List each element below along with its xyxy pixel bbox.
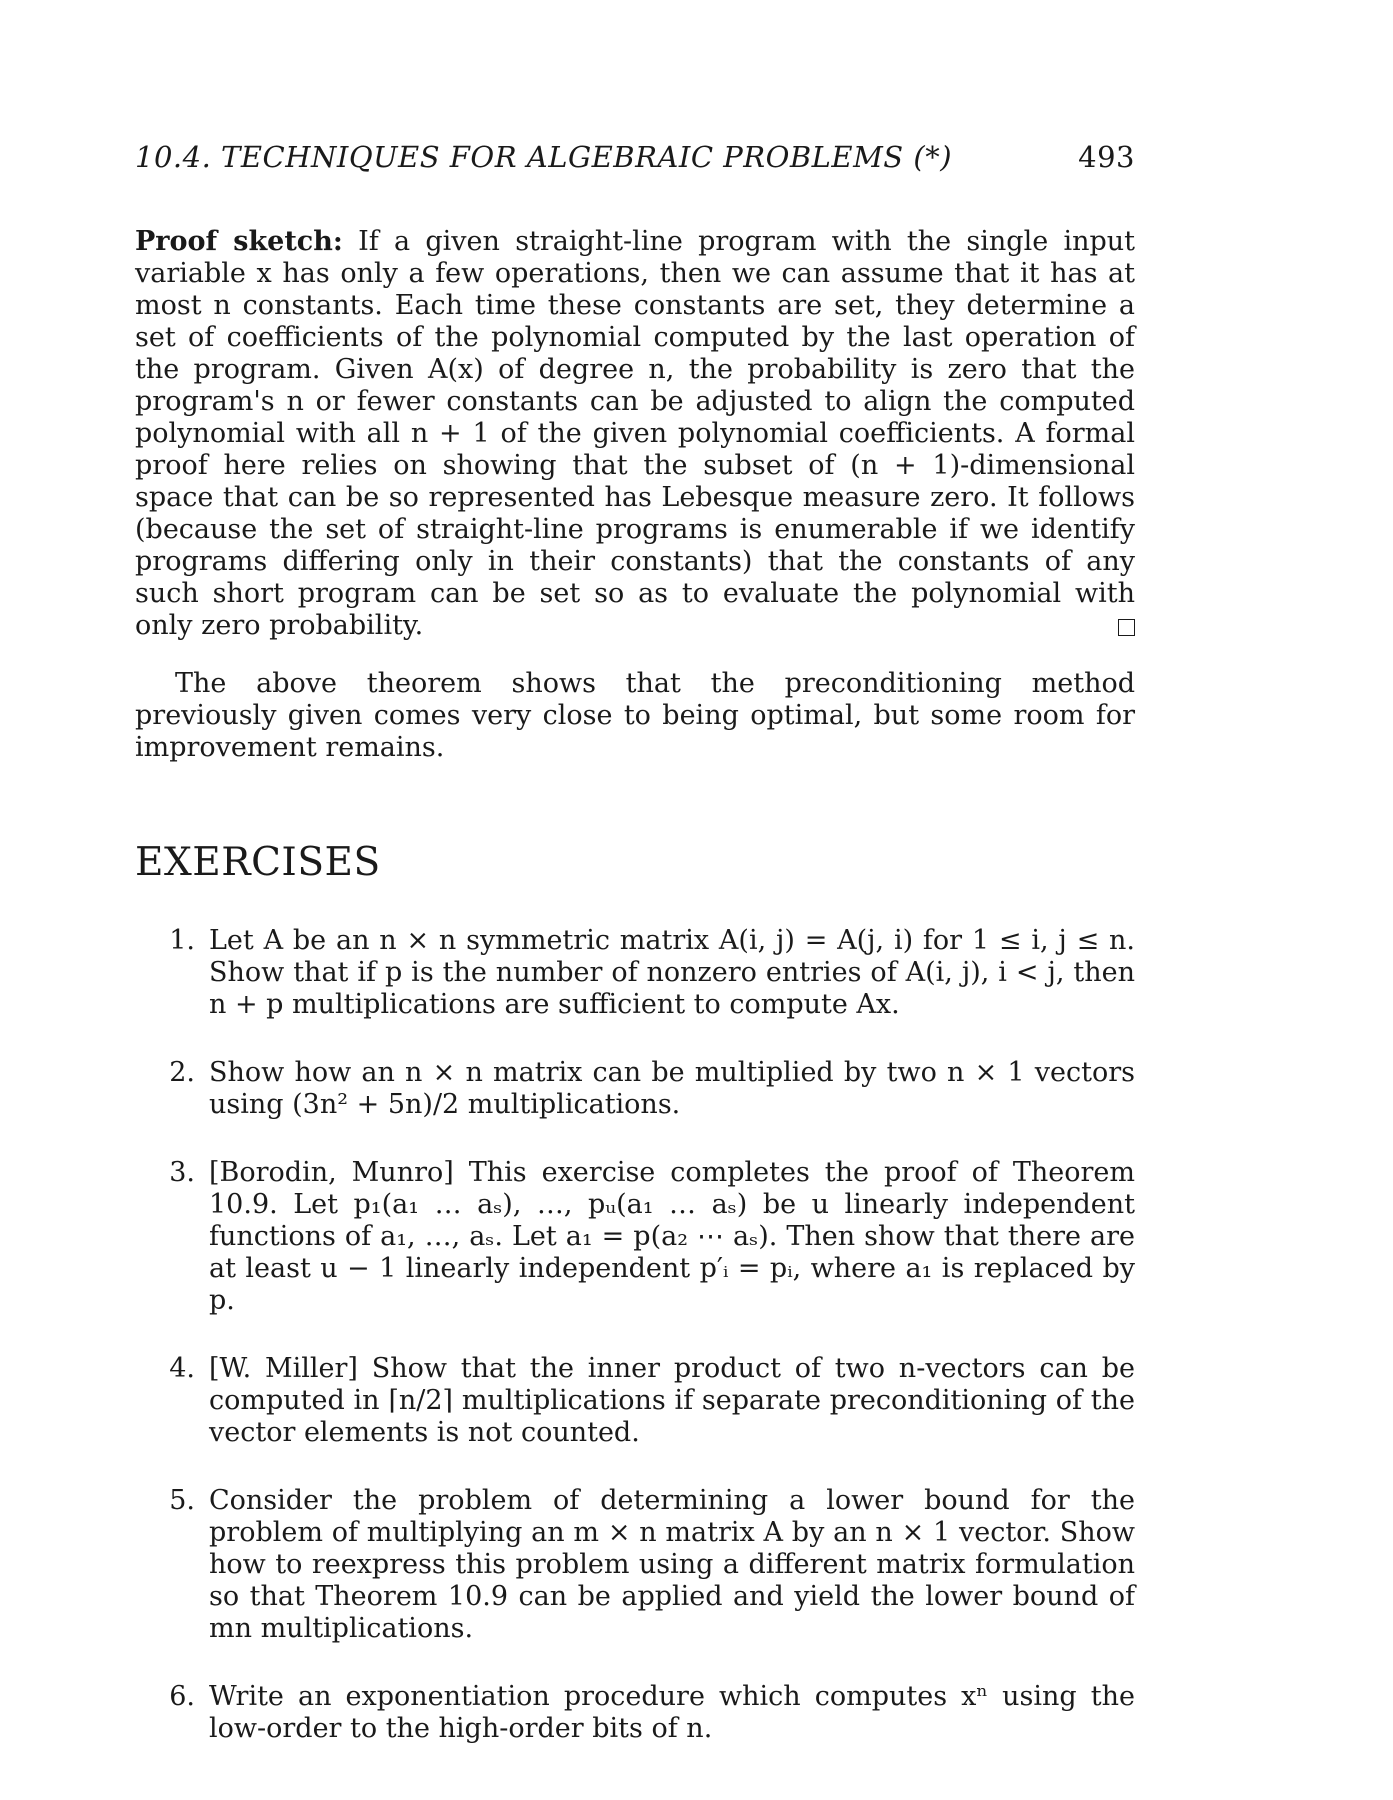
- proof-label: Proof sketch:: [135, 226, 343, 257]
- exercise-item: [135, 1353, 1135, 1449]
- exercise-text: Let A be an n × n symmetric matrix A(i, j) = A(j, i) for 1 ≤ i, j ≤ n. Show that if p is the number of nonzero entries of A(i, j), i < j, then n + p multiplications are sufficient to compute Ax.: [209, 925, 1135, 1020]
- proof-text: If a given straight-line program with the single input variable x has only a few operations, then we can assume that it has at most n constants. Each time these constants are set, they determine a set of coefficients of the polynomial computed by the last operation of the program. Given A(x) of degree n, the probability is zero that the program's n or fewer constants can be adjusted to align the computed polynomial with all n + 1 of the given polynomial coefficients. A formal proof here relies on showing that the subset of (n + 1)-dimensional space that can be so represented has Lebesque measure zero. It follows (because the set of straight-line programs is enumerable if we identify programs differing only in their constants) that the constants of any such short program can be set so as to evaluate the polynomial with only zero probability.: [135, 226, 1135, 641]
- running-head: [135, 140, 1135, 174]
- exercise-item: [135, 1681, 1135, 1745]
- exercise-text: [Borodin, Munro] This exercise completes the proof of Theorem 10.9. Let p₁(a₁ … aₛ), …, pᵤ(a₁ … aₛ) be u linearly independent functions of a₁, …, aₛ. Let a₁ = p(a₂ ⋯ aₛ). Then show that there are at least u − 1 linearly independent p′ᵢ = pᵢ, where a₁ is replaced by p.: [209, 1157, 1135, 1316]
- exercises-heading: EXERCISES: [135, 840, 381, 885]
- exercise-item: [135, 1057, 1135, 1121]
- book-page: [135, 140, 1135, 1781]
- exercise-text: Consider the problem of determining a lower bound for the problem of multiplying an m × n matrix A by an n × 1 vector. Show how to reexpress this problem using a different matrix formulation so that Theorem 10.9 can be applied and yield the lower bound of mn multiplications.: [209, 1485, 1135, 1644]
- exercise-number: 2.: [169, 1057, 195, 1088]
- exercise-text: Show how an n × n matrix can be multiplied by two n × 1 vectors using (3n² + 5n)/2 multiplications.: [209, 1057, 1135, 1120]
- exercise-list: [135, 925, 1135, 1745]
- exercise-number: 4.: [169, 1353, 195, 1384]
- exercise-number: 3.: [169, 1157, 195, 1188]
- page-number: 493: [1078, 140, 1135, 174]
- exercise-number: 1.: [169, 925, 195, 956]
- exercise-number: 6.: [169, 1681, 195, 1712]
- section-title: 10.4. TECHNIQUES FOR ALGEBRAIC PROBLEMS (*): [135, 140, 953, 174]
- exercise-text: [W. Miller] Show that the inner product of two n-vectors can be computed in ⌈n/2⌉ multiplications if separate preconditioning of the vector elements is not counted.: [209, 1353, 1135, 1448]
- exercise-item: [135, 925, 1135, 1021]
- exercise-item: [135, 1157, 1135, 1317]
- exercise-text: Write an exponentiation procedure which computes xⁿ using the low-order to the high-order bits of n.: [209, 1681, 1135, 1744]
- exercise-item: [135, 1485, 1135, 1645]
- exercise-number: 5.: [169, 1485, 195, 1516]
- proof-paragraph: [135, 226, 1135, 642]
- remark-paragraph: The above theorem shows that the preconditioning method previously given comes very close to being optimal, but some room for improvement remains.: [135, 668, 1135, 763]
- qed-box-icon: [1118, 619, 1135, 636]
